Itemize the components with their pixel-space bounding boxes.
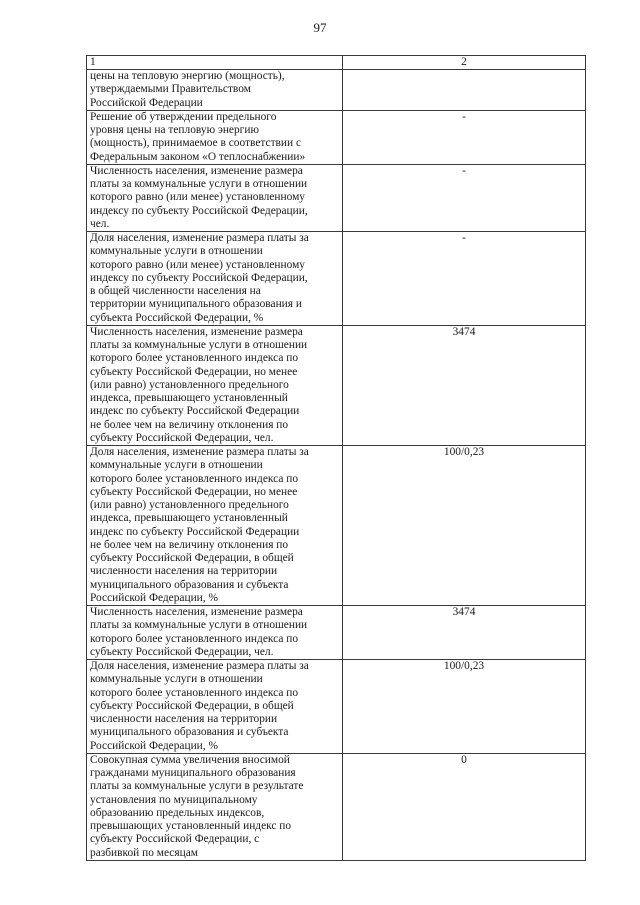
row-description: Численность населения, изменение размера платы за коммунальные услуги в отношении которого более установленного индекса по субъекту Российской Федерации, чел. xyxy=(90,606,308,658)
row-description-cell xyxy=(87,606,343,660)
column-header-1: 1 xyxy=(87,56,343,70)
row-description-cell xyxy=(87,660,343,754)
table-row xyxy=(87,70,586,111)
row-description: Решение об утверждении предельного уровня цены на тепловую энергию (мощность), принимаемое в соответствии с Федеральным законом «О теплоснабжении» xyxy=(90,110,306,163)
row-description-cell xyxy=(87,446,343,606)
row-value: 100/0,23 xyxy=(343,446,586,606)
table-row xyxy=(87,446,586,606)
row-value: 3474 xyxy=(343,325,586,445)
row-description: Численность населения, изменение размера платы за коммунальные услуги в отношении которого более установленного индекса по субъекту Российской Федерации, но менее (или равно) установленного предельного индекса, превышающего установленный индекс по субъекту Российской Федерации не более чем на величину отклонения по субъекту Российской Федерации, чел. xyxy=(90,325,308,444)
table-row xyxy=(87,753,586,860)
column-header-2: 2 xyxy=(343,56,586,70)
table-row xyxy=(87,232,586,326)
row-description-cell xyxy=(87,110,343,164)
page-number: 97 xyxy=(313,20,327,35)
row-description: Численность населения, изменение размера платы за коммунальные услуги в отношении которого равно (или менее) установленному индексу по субъекту Российской Федерации, чел. xyxy=(90,164,308,230)
row-value: - xyxy=(343,232,586,326)
row-description-cell xyxy=(87,164,343,231)
table-row xyxy=(87,164,586,231)
table-row xyxy=(87,660,586,754)
table-header-row xyxy=(87,56,586,70)
row-description: Доля населения, изменение размера платы за коммунальные услуги в отношении которого более установленного индекса по субъекту Российской Федерации, в общей численности населения на территории муниципального образования и субъекта Российской Федерации, % xyxy=(90,660,309,752)
row-description: Доля населения, изменение размера платы за коммунальные услуги в отношении которого более установленного индекса по субъекту Российской Федерации, но менее (или равно) установленного предельного индекса, превышающего установленный индекс по субъекту Российской Федерации не более чем на величину отклонения по субъекту Российской Федерации, в общей численности населения на территории муниципального образования и субъекта Российской Федерации, % xyxy=(90,446,309,604)
row-description-cell xyxy=(87,70,343,111)
indicators-table xyxy=(86,55,586,861)
row-value: - xyxy=(343,110,586,164)
row-description: цены на тепловую энергию (мощность), утверждаемыми Правительством Российской Федерации xyxy=(90,70,285,109)
row-value xyxy=(343,70,586,111)
row-description: Совокупная сумма увеличения вносимой гражданами муниципального образования платы за коммунальные услуги в результате установления по муниципальному образованию предельных индексов, превышающих установленный индекс по субъекту Российской Федерации, с разбивкой по месяцам xyxy=(90,753,304,859)
row-value: 0 xyxy=(343,753,586,860)
row-description: Доля населения, изменение размера платы за коммунальные услуги в отношении которого равно (или менее) установленному индексу по субъекту Российской Федерации, в общей численности населения на территории муниципального образования и субъекта Российской Федерации, % xyxy=(90,232,309,324)
table-row xyxy=(87,110,586,164)
table-row xyxy=(87,606,586,660)
row-description-cell xyxy=(87,753,343,860)
row-value: - xyxy=(343,164,586,231)
table-row xyxy=(87,325,586,445)
row-description-cell xyxy=(87,232,343,326)
row-description-cell xyxy=(87,325,343,445)
row-value: 100/0,23 xyxy=(343,660,586,754)
row-value: 3474 xyxy=(343,606,586,660)
